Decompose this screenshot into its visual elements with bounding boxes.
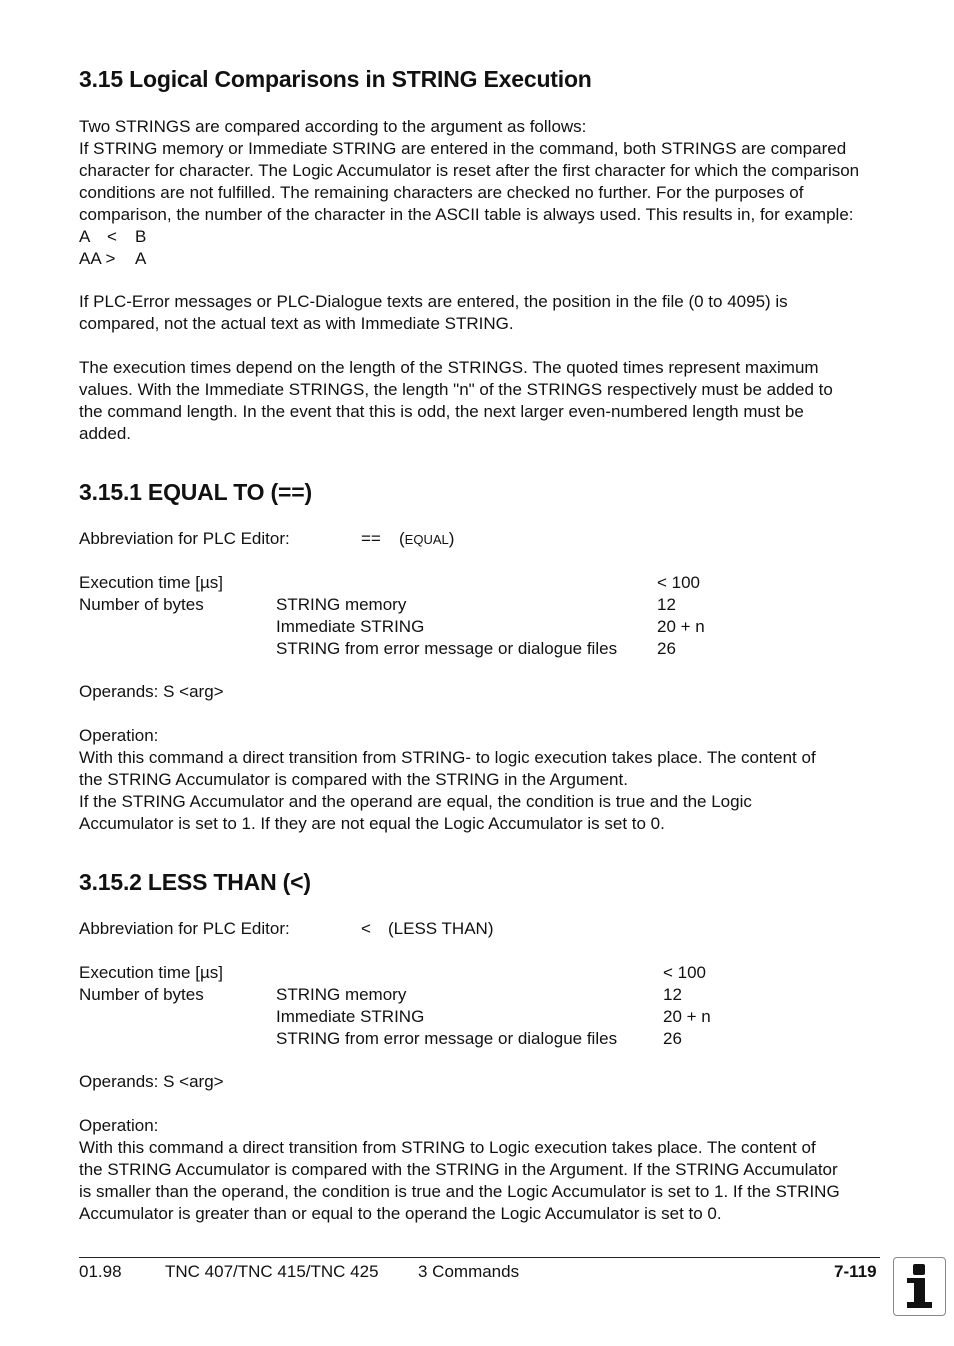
equal-operation-line-4: Accumulator is set to 1. If they are not equal the Logic Accumulator is set to 0. — [79, 814, 665, 833]
info-icon — [893, 1257, 946, 1316]
equal-abbrev-label: Abbreviation for PLC Editor: — [79, 529, 290, 548]
footer-date: 01.98 — [79, 1262, 122, 1281]
less-row-2-label: Immediate STRING — [276, 1007, 425, 1026]
example-1-right: B — [135, 227, 147, 246]
equal-row-1-value: 12 — [657, 595, 676, 614]
less-row-3-value: 26 — [663, 1029, 682, 1048]
less-row-1-value: 12 — [663, 985, 682, 1004]
equal-operation-line-3: If the STRING Accumulator and the operand are equal, the condition is true and the Logic — [79, 792, 752, 811]
intro-line-3: character for character. The Logic Accumulator is reset after the first character for which the comparison — [79, 161, 860, 180]
equal-abbrev-symbol: == — [361, 529, 381, 548]
equal-exec-value: < 100 — [657, 573, 701, 592]
less-row-1-label: STRING memory — [276, 985, 407, 1004]
equal-abbrev-word: EQUAL — [404, 532, 449, 547]
footer-model: TNC 407/TNC 415/TNC 425 — [165, 1262, 379, 1281]
intro-line-2: If STRING memory or Immediate STRING are entered in the command, both STRINGS are compared — [79, 139, 847, 158]
less-abbrev-symbol: < — [361, 919, 371, 938]
less-row-3-label: STRING from error message or dialogue files — [276, 1029, 618, 1048]
less-operation-line-4: Accumulator is greater than or equal to the operand the Logic Accumulator is set to 0. — [79, 1204, 722, 1223]
footer-page-number: 7-119 — [834, 1262, 877, 1281]
para3-line-4: added. — [79, 424, 131, 443]
para3-line-3: the command length. In the event that this is odd, the next larger even-numbered length must be — [79, 402, 804, 421]
equal-operation-label: Operation: — [79, 726, 159, 745]
para3-line-2: values. With the Immediate STRINGS, the length "n" of the STRINGS respectively must be added to — [79, 380, 833, 399]
less-operation-line-2: the STRING Accumulator is compared with the STRING in the Argument. If the STRING Accumulator — [79, 1160, 838, 1179]
section-title: 3.15 Logical Comparisons in STRING Execution — [79, 66, 592, 92]
example-1-op: < — [107, 227, 117, 246]
less-exec-label: Execution time [µs] — [79, 963, 223, 982]
intro-line-5: comparison, the number of the character in the ASCII table is always used. This results in, for example: — [79, 205, 854, 224]
equal-bytes-label: Number of bytes — [79, 595, 204, 614]
info-icon-foot — [907, 1302, 932, 1308]
equal-row-2-value: 20 + n — [657, 617, 705, 636]
equal-to-title: 3.15.1 EQUAL TO (==) — [79, 479, 312, 505]
footer-chapter: 3 Commands — [418, 1262, 520, 1281]
para2-line-1: If PLC-Error messages or PLC-Dialogue texts are entered, the position in the file (0 to 4095) is — [79, 292, 788, 311]
para3-line-1: The execution times depend on the length of the STRINGS. The quoted times represent maximum — [79, 358, 819, 377]
less-operation-line-3: is smaller than the operand, the condition is true and the Logic Accumulator is set to 1. If the STRING — [79, 1182, 840, 1201]
example-2-left: AA > — [79, 249, 116, 268]
equal-row-3-value: 26 — [657, 639, 676, 658]
equal-abbrev-close: ) — [448, 529, 455, 548]
less-than-title: 3.15.2 LESS THAN (<) — [79, 869, 311, 895]
equal-abbrev-full — [399, 528, 454, 551]
equal-row-1-label: STRING memory — [276, 595, 407, 614]
info-icon-stem — [914, 1278, 925, 1304]
less-bytes-label: Number of bytes — [79, 985, 204, 1004]
info-icon-dot — [913, 1264, 925, 1275]
less-operands: Operands: S <arg> — [79, 1072, 224, 1091]
less-abbrev-label: Abbreviation for PLC Editor: — [79, 919, 290, 938]
equal-operands: Operands: S <arg> — [79, 682, 224, 701]
less-row-2-value: 20 + n — [663, 1007, 711, 1026]
intro-line-1: Two STRINGS are compared according to the argument as follows: — [79, 117, 587, 136]
example-1-left: A — [79, 227, 91, 246]
less-operation-label: Operation: — [79, 1116, 159, 1135]
equal-exec-label: Execution time [µs] — [79, 573, 223, 592]
equal-operation-line-2: the STRING Accumulator is compared with the STRING in the Argument. — [79, 770, 628, 789]
para2-line-2: compared, not the actual text as with Immediate STRING. — [79, 314, 514, 333]
intro-line-4: conditions are not fulfilled. The remaining characters are checked no further. For the purposes of — [79, 183, 804, 202]
equal-operation-line-1: With this command a direct transition from STRING- to logic execution takes place. The content of — [79, 748, 816, 767]
example-2-right: A — [135, 249, 147, 268]
equal-row-2-label: Immediate STRING — [276, 617, 425, 636]
less-operation-line-1: With this command a direct transition from STRING to Logic execution takes place. The content of — [79, 1138, 816, 1157]
footer-rule — [79, 1257, 880, 1258]
equal-abbrev-open: ( — [399, 529, 405, 548]
equal-row-3-label: STRING from error message or dialogue files — [276, 639, 618, 658]
less-abbrev-text: (LESS THAN) — [388, 919, 494, 938]
less-exec-value: < 100 — [663, 963, 707, 982]
